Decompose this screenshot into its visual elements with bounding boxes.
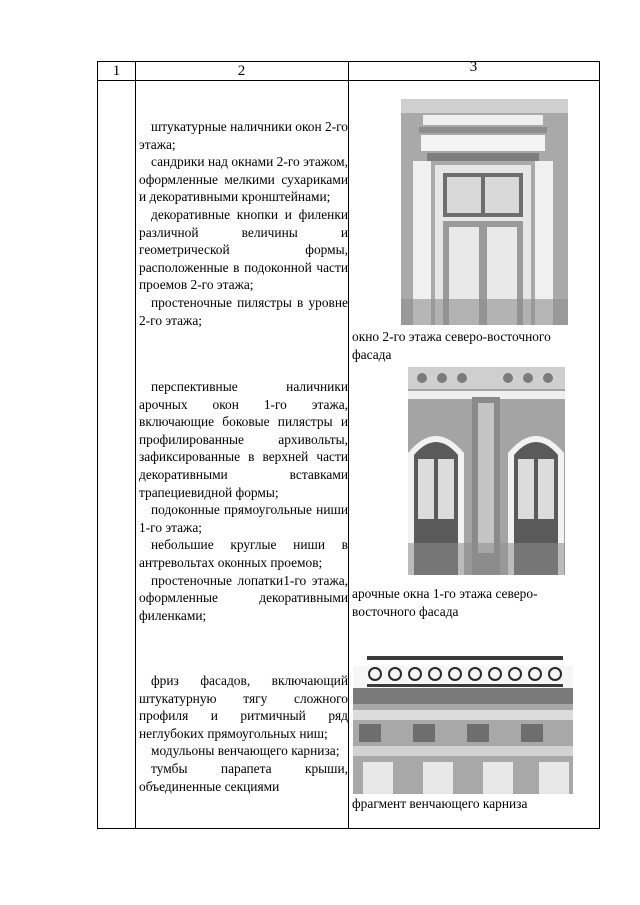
list-item: простеночные пилястры в уровне 2-го этажа; — [139, 294, 348, 328]
list-item: сандрики над окнами 2-го этажом, оформленные мелкими сухариками и декоративными кронштейнами; — [139, 154, 348, 205]
row-2-caption: арочные окна 1-го этажа северо-восточного фасада — [352, 586, 538, 619]
list-item: перспективные наличники арочных окон 1-го этажа, включающие боковые пилястры и профилированные архивольты, зафиксированные в верхней части декоративными вставками трапециевидной формы; — [139, 379, 348, 500]
list-item: декоративные кнопки и филенки различной величины и геометрической формы, расположенные в подоконной части проемов 2-го этажа; — [139, 206, 348, 293]
list-item: штукатурные наличники окон 2-го этажа; — [139, 119, 349, 152]
row-3-description — [139, 672, 348, 795]
row-1-caption: окно 2-го этажа северо-восточного фасада — [352, 329, 551, 362]
header-divider — [98, 80, 599, 81]
row-2-description — [139, 378, 348, 624]
column-header-1: 1 — [112, 63, 121, 79]
row-3-caption: фрагмент венчающего карниза — [352, 796, 528, 811]
column-header-2: 2 — [237, 63, 246, 79]
column-divider — [135, 62, 136, 828]
list-item: подоконные прямоугольные ниши 1-го этажа; — [139, 502, 348, 535]
arched-windows-photo — [408, 367, 565, 575]
list-item: небольшие круглые ниши в антревольтах оконных проемов; — [139, 537, 348, 570]
list-item: фриз фасадов, включающий штукатурную тягу сложного профиля и ритмичный ряд неглубоких прямоугольных ниш; — [139, 673, 348, 741]
column-divider — [348, 62, 349, 828]
list-item: тумбы парапета крыши, объединенные секциями — [139, 760, 348, 794]
window-photo — [401, 99, 568, 325]
list-item: простеночные лопатки1-го этажа, оформленные декоративными филенками; — [139, 572, 348, 623]
cornice-photo — [353, 652, 573, 794]
row-1-description — [139, 118, 348, 329]
heritage-table — [97, 61, 600, 829]
column-header-3: 3 — [469, 59, 478, 75]
list-item: модульоны венчающего карниза; — [151, 743, 340, 759]
